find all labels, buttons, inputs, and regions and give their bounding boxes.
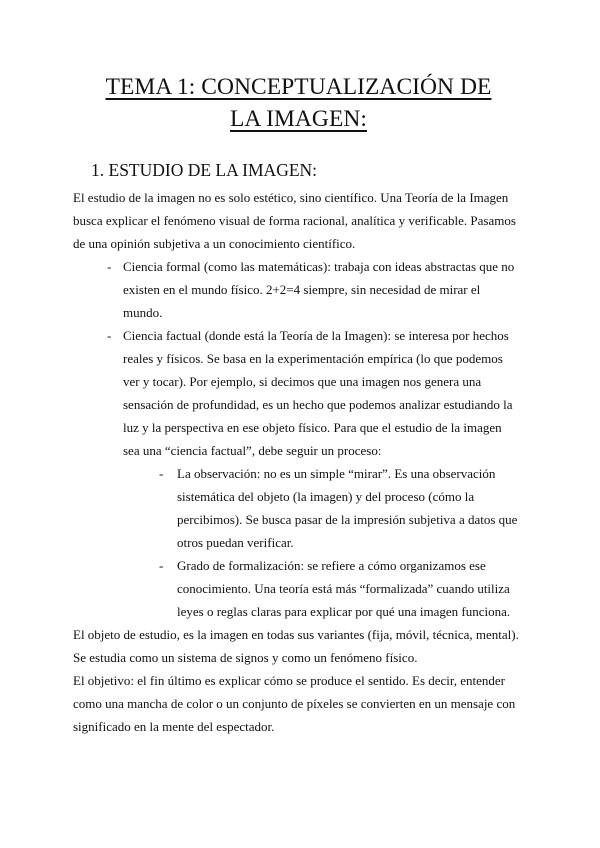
object-of-study-paragraph: El objeto de estudio, es la imagen en todas sus variantes (fija, móvil, técnica, mental). Se estudia como un sistema de signos y como un fenómeno físico. [73,627,519,665]
page-title [73,71,520,135]
sub-item-observacion [159,462,520,554]
objective-paragraph: El objetivo: el fin último es explicar cómo se produce el sentido. Es decir, entender como una mancha de color o un conjunto de píxeles se convierten en un mensaje con significado en la mente del espectador. [73,673,516,734]
intro-paragraph: El estudio de la imagen no es solo estético, sino científico. Una Teoría de la Imagen busca explicar el fenómeno visual de forma racional, analítica y verificable. Pasamos de una opinión subjetiva a un conocimiento científico. [73,190,516,251]
page-title-line-1: TEMA 1: CONCEPTUALIZACIÓN DE [105,74,492,100]
section-heading: 1. ESTUDIO DE LA IMAGEN: [91,160,318,180]
sub-item-formalizacion [159,554,520,623]
page-title-line-2: LA IMAGEN: [230,106,367,132]
list-item-text: Ciencia factual (donde está la Teoría de la Imagen): se interesa por hechos reales y físicos. Se basa en la experimentación empírica (lo que podemos ver y tocar). Por ejemplo, si decimos que una imagen nos genera una sensación de profundidad, es un hecho que podemos analizar estudiando la luz y la perspectiva en ese objeto físico. Para que el estudio de la imagen sea una “ciencia factual”, debe seguir un proceso: [123,328,513,458]
list-item-ciencia-formal [107,255,520,324]
sub-list [123,462,520,623]
list-item-text: Ciencia formal (como las matemáticas): trabaja con ideas abstractas que no existen en el mundo físico. 2+2=4 siempre, sin necesidad de mirar el mundo. [123,259,515,320]
bullet-marker: - [107,328,112,343]
sub-item-text: Grado de formalización: se refiere a cómo organizamos ese conocimiento. Una teoría está más “formalizada” cuando utiliza leyes o reglas claras para explicar por qué una imagen funciona. [177,558,511,619]
bullet-marker: - [107,259,112,274]
bullet-marker: - [159,558,164,573]
bullet-marker: - [159,466,164,481]
main-list [73,255,520,623]
sub-item-text: La observación: no es un simple “mirar”. Es una observación sistemática del objeto (la imagen) y del proceso (cómo la percibimos). Se busca pasar de la impresión subjetiva a datos que otros puedan verificar. [177,466,518,550]
list-item-ciencia-factual [107,324,520,623]
